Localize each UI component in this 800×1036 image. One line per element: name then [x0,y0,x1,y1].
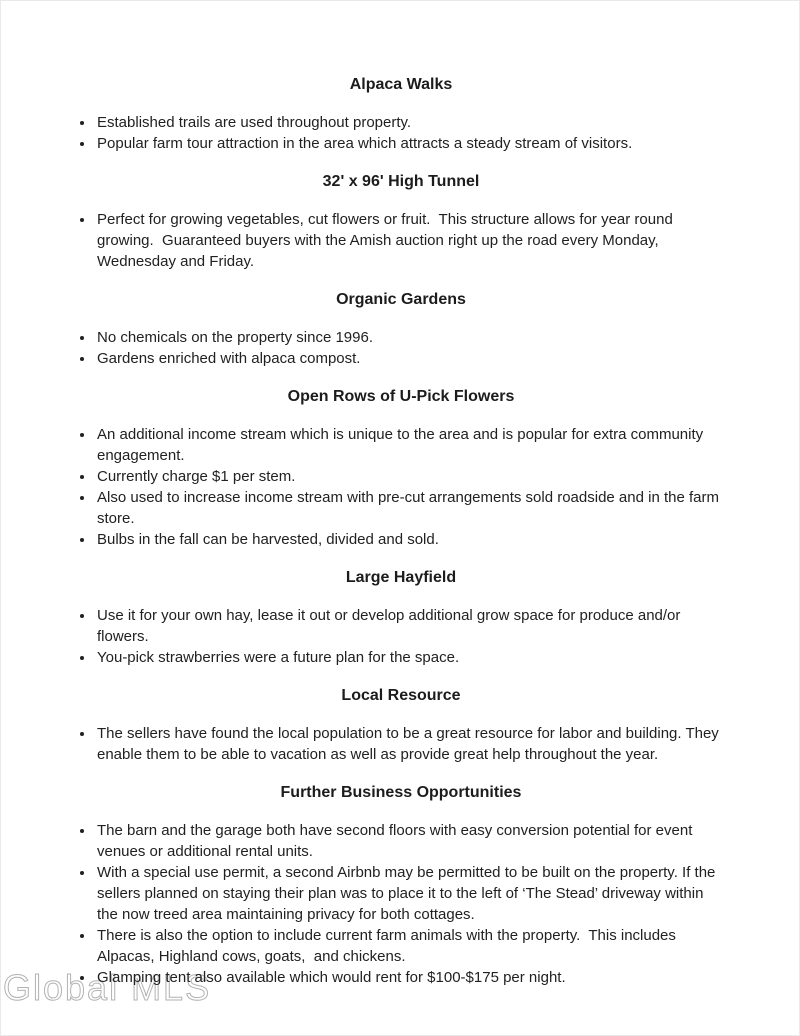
bullet-item: • The sellers have found the local population to be a great resource for labor and building. They enable them to be able to vacation as well as provide great help throughout the year. [95,723,726,765]
document-section [76,685,726,765]
section-heading: Alpaca Walks [349,76,453,93]
section-heading: Further Business Opportunities [280,784,522,801]
bullet-list [76,723,726,765]
bullet-item: • Gardens enriched with alpaca compost. [95,348,726,369]
bullet-item: • Bulbs in the fall can be harvested, divided and sold. [95,529,726,550]
bullet-item: • Perfect for growing vegetables, cut flowers or fruit. This structure allows for year round growing. Guaranteed buyers with the Amish auction right up the road every Monday, Wednesday and Friday. [95,209,726,272]
bullet-item: • With a special use permit, a second Airbnb may be permitted to be built on the property. If the sellers planned on staying their plan was to place it to the left of ‘The Stead’ driveway within the now treed area maintaining privacy for both cottages. [95,862,726,925]
bullet-item: • Established trails are used throughout property. [95,112,726,133]
bullet-item: • No chemicals on the property since 1996. [95,327,726,348]
bullet-item: • There is also the option to include current farm animals with the property. This includes Alpacas, Highland cows, goats, and chickens. [95,925,726,967]
document-section [76,386,726,550]
bullet-item: • Currently charge $1 per stem. [95,466,726,487]
section-heading: Organic Gardens [336,291,466,308]
bullet-item: • Popular farm tour attraction in the area which attracts a steady stream of visitors. [95,133,726,154]
document-section [76,289,726,369]
section-heading: Open Rows of U-Pick Flowers [287,388,515,405]
document-section [76,171,726,272]
document-section [76,567,726,668]
document-section [76,782,726,988]
bullet-item: • The barn and the garage both have second floors with easy conversion potential for event venues or additional rental units. [95,820,726,862]
bullet-item: • Glamping tent also available which would rent for $100-$175 per night. [95,967,726,988]
bullet-list [76,327,726,369]
bullet-item: • An additional income stream which is unique to the area and is popular for extra community engagement. [95,424,726,466]
document-section [76,74,726,154]
bullet-item: • You-pick strawberries were a future plan for the space. [95,647,726,668]
bullet-item: • Also used to increase income stream with pre-cut arrangements sold roadside and in the farm store. [95,487,726,529]
bullet-list [76,605,726,668]
bullet-list [76,424,726,550]
section-heading: Large Hayfield [345,569,457,586]
bullet-list [76,820,726,988]
bullet-list [76,112,726,154]
section-heading: Local Resource [341,687,461,704]
global-mls-watermark: Global MLS [3,967,212,1008]
section-heading: 32' x 96' High Tunnel [322,173,480,190]
bullet-list [76,209,726,272]
bullet-item: • Use it for your own hay, lease it out or develop additional grow space for produce and/or flowers. [95,605,726,647]
